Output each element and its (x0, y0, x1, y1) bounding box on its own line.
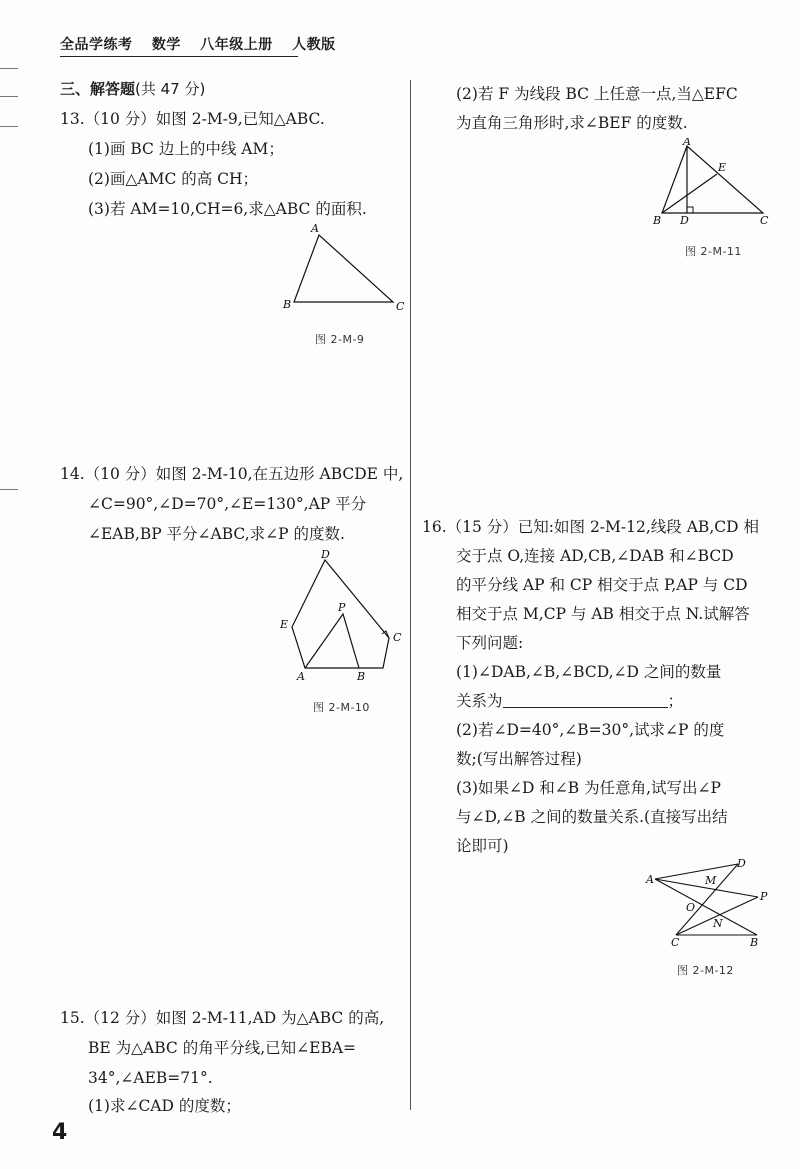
header-grade: 八年级上册 (200, 37, 273, 53)
header-subject: 数学 (151, 37, 181, 53)
figure-label: D (737, 857, 746, 870)
q14-line: ∠EAB,BP 平分∠ABC,求∠P 的度数. (88, 525, 345, 543)
q15-line: (1)求∠CAD 的度数； (88, 1097, 241, 1115)
q16-line: 数;(写出解答过程) (456, 750, 582, 768)
column-divider (410, 80, 411, 1110)
q15-line: 15.（12 分）如图 2-M-11,AD 为△ABC 的高, (60, 1009, 385, 1027)
segment-ad (655, 864, 738, 879)
q15-cont-line: 为直角三角形时,求∠BEF 的度数. (456, 114, 688, 132)
figure-label: E (718, 161, 727, 174)
figure-caption: 图 2-M-9 (315, 333, 365, 346)
figure-label: E (280, 618, 289, 631)
right-angle-mark (687, 207, 693, 213)
q16-line: (2)若∠D=40°,∠B=30°,试求∠P 的度 (456, 721, 725, 739)
q15-cont-line: (2)若 F 为线段 BC 上任意一点,当△EFC (456, 85, 738, 103)
margin-tick (0, 126, 18, 127)
q13-line: (3)若 AM=10,CH=6,求△ABC 的面积. (88, 200, 367, 218)
q16-line: (1)∠DAB,∠B,∠BCD,∠D 之间的数量 (456, 663, 722, 681)
margin-tick (0, 96, 18, 97)
header-edition: 人教版 (292, 37, 336, 53)
q14-line: ∠C=90°,∠D=70°,∠E=130°,AP 平分 (88, 495, 367, 513)
figure-label: M (705, 874, 717, 887)
figure-label: P (760, 890, 768, 903)
triangle-abc (294, 235, 393, 302)
header-rule (60, 56, 298, 57)
figure-caption: 图 2-M-10 (313, 701, 370, 714)
header-series: 全品学练考 (60, 37, 133, 53)
figure-label: C (393, 631, 402, 644)
q13-line: 13.（10 分）如图 2-M-9,已知△ABC. (60, 110, 325, 128)
q14-line: 14.（10 分）如图 2-M-10,在五边形 ABCDE 中, (60, 465, 404, 483)
q16-line (456, 691, 683, 711)
figure-label: O (686, 901, 696, 914)
figure-label: C (671, 936, 680, 949)
figure-caption: 图 2-M-11 (685, 245, 742, 258)
section-title-text: 三、解答题 (60, 80, 136, 98)
q16-line: 下列问题: (456, 634, 524, 652)
q16-blank-suffix: ； (667, 692, 684, 710)
q16-line: 相交于点 M,CP 与 AB 相交于点 N.试解答 (456, 605, 750, 623)
q15-line: 34°,∠AEB=71°. (88, 1069, 213, 1087)
q16-line: 交于点 O,连接 AD,CB,∠DAB 和∠BCD (456, 547, 734, 565)
q16-line: 的平分线 AP 和 CP 相交于点 P,AP 与 CD (456, 576, 748, 594)
figure-2-M-12 (640, 855, 775, 950)
q13-line: (1)画 BC 边上的中线 AM； (88, 140, 284, 158)
section-title (60, 78, 205, 99)
margin-tick (0, 489, 18, 490)
q16-line: (3)如果∠D 和∠B 为任意角,试写出∠P (456, 779, 721, 797)
figure-label: A (683, 138, 691, 148)
pentagon-abcde (292, 560, 389, 668)
figure-label: A (311, 222, 319, 235)
margin-tick (0, 68, 18, 69)
figure-label: B (357, 670, 366, 683)
q13-line: (2)画△AMC 的高 CH； (88, 170, 259, 188)
figure-label: D (321, 548, 330, 561)
q15-line: BE 为△ABC 的角平分线,已知∠EBA= (88, 1039, 357, 1057)
figure-2-M-11 (650, 138, 775, 226)
figure-label: D (680, 214, 689, 226)
q16-line-text: 关系为 (456, 692, 503, 710)
bisectors-ap-bp (305, 614, 359, 668)
figure-label: B (653, 214, 662, 226)
figure-2-M-10 (275, 548, 410, 684)
figure-label: C (396, 300, 405, 313)
running-header (60, 34, 350, 54)
figure-label: A (646, 873, 654, 886)
figure-label: C (760, 214, 769, 226)
q16-line: 与∠D,∠B 之间的数量关系.(直接写出结 (456, 808, 728, 826)
q16-line: 16.（15 分）已知:如图 2-M-12,线段 AB,CD 相 (422, 518, 759, 536)
figure-label: A (297, 670, 305, 683)
answer-blank[interactable] (503, 693, 668, 708)
figure-label: B (283, 298, 292, 311)
figure-2-M-9 (280, 222, 410, 317)
q16-line: 论即可) (456, 837, 509, 855)
figure-caption: 图 2-M-12 (677, 964, 734, 977)
figure-label: B (750, 936, 759, 949)
figure-label: P (338, 601, 346, 614)
figure-label: N (713, 917, 723, 930)
page-number: 4 (52, 1120, 68, 1145)
section-points: (共 47 分) (135, 80, 206, 98)
